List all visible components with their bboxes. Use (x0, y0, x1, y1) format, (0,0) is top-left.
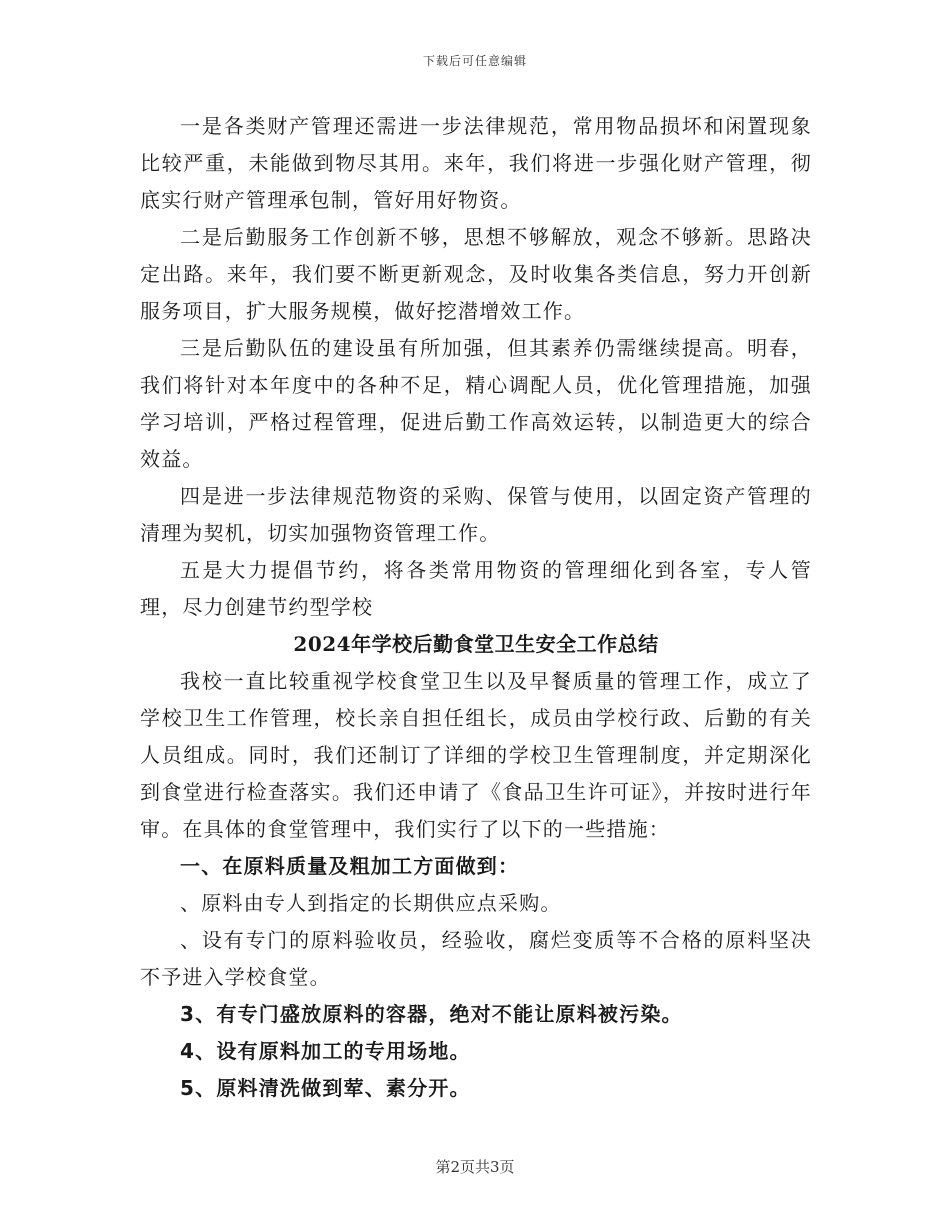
intro-paragraph: 我校一直比较重视学校食堂卫生以及早餐质量的管理工作，成立了学校卫生工作管理，校长亲自担任组长，成员由学校行政、后勤的有关人员组成。同时，我们还制订了详细的学校卫生管理制度，并定期深化到食堂进行检查落实。我们还申请了《食品卫生许可证》，并按时进行年审。在具体的食堂管理中，我们实行了以下的一些措施： (140, 669, 812, 841)
paragraph-1: 一是各类财产管理还需进一步法律规范，常用物品损坏和闲置现象比较严重，未能做到物尽其用。来年，我们将进一步强化财产管理，彻底实行财产管理承包制，管好用好物资。 (140, 114, 812, 212)
list-item-3: 3、有专门盛放原料的容器，绝对不能让原料被污染。 (180, 1002, 683, 1026)
paragraph-3: 三是后勤队伍的建设虽有所加强，但其素养仍需继续提高。明春，我们将针对本年度中的各种不足，精心调配人员，优化管理措施，加强学习培训，严格过程管理，促进后勤工作高效运转，以制造更大的综合效益。 (140, 336, 812, 471)
page-header-note: 下载后可任意编辑 (422, 54, 527, 68)
section-heading: 一、在原料质量及粗加工方面做到： (180, 854, 520, 878)
paragraph-2: 二是后勤服务工作创新不够，思想不够解放，观念不够新。思路决定出路。来年，我们要不断更新观念，及时收集各类信息，努力开创新服务项目，扩大服务规模，做好挖潜增效工作。 (140, 225, 812, 323)
document-title: 2024年学校后勤食堂卫生安全工作总结 (293, 632, 659, 656)
page-number: 第2页共3页 (435, 1158, 515, 1176)
list-item-1: 、原料由专人到指定的长期供应点采购。 (180, 891, 562, 915)
document-body (140, 108, 812, 1107)
paragraph-4: 四是进一步法律规范物资的采购、保管与使用，以固定资产管理的清理为契机，切实加强物资管理工作。 (140, 484, 812, 545)
list-item-5: 5、原料清洗做到荤、素分开。 (180, 1076, 471, 1100)
list-item-2: 、设有专门的原料验收员，经验收，腐烂变质等不合格的原料坚决不予进入学校食堂。 (140, 928, 812, 989)
list-item-4: 4、设有原料加工的专用场地。 (180, 1039, 471, 1063)
paragraph-5: 五是大力提倡节约，将各类常用物资的管理细化到各室，专人管理，尽力创建节约型学校 (140, 558, 812, 619)
